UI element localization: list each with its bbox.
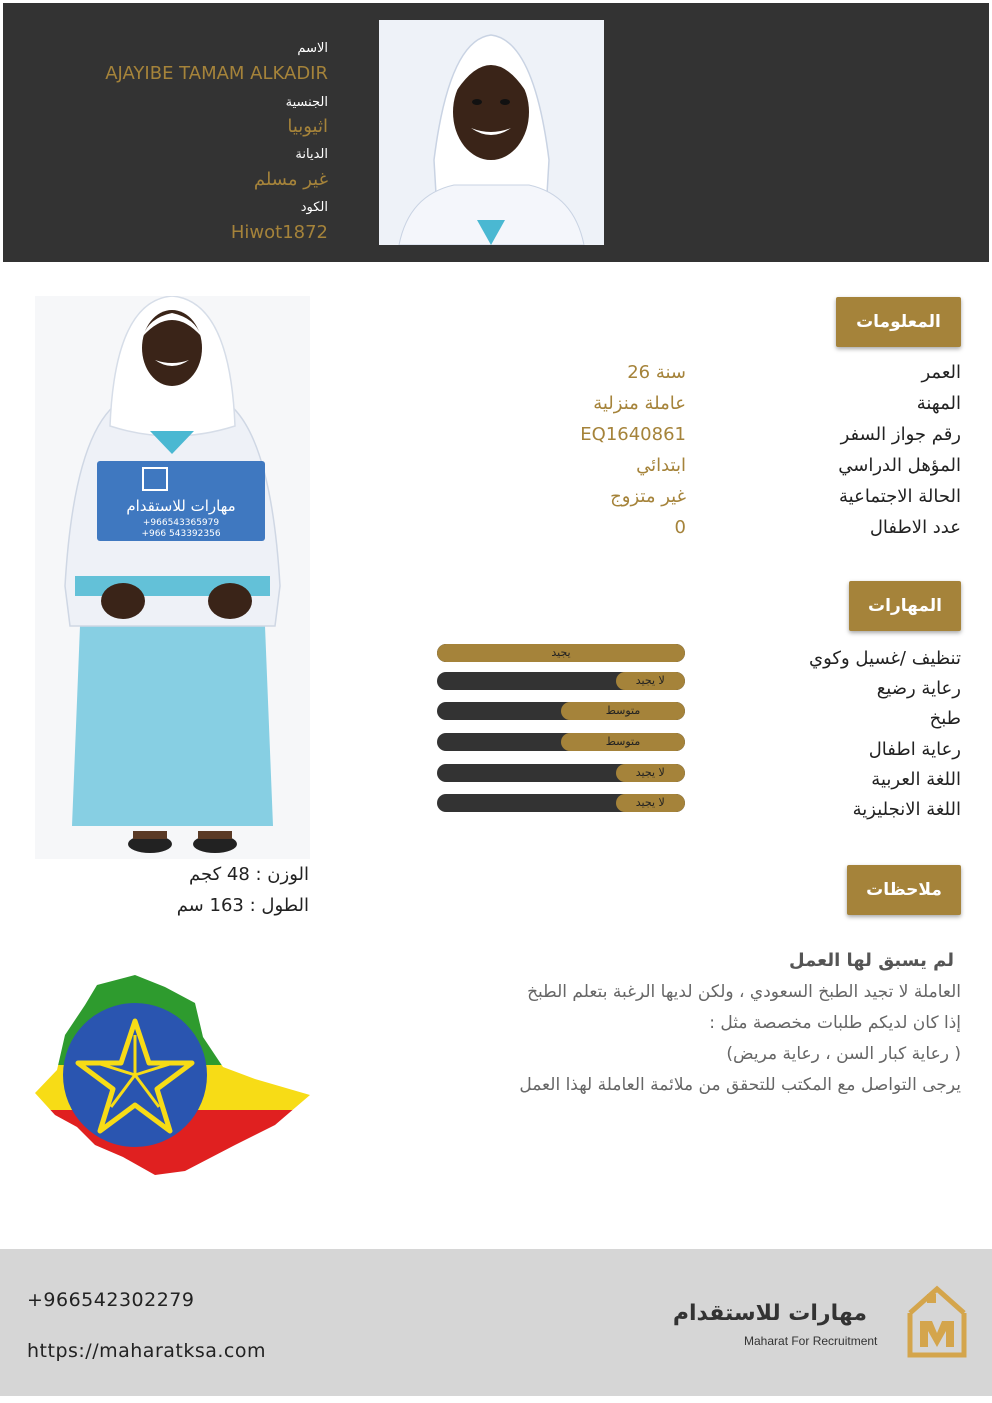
full-body-illustration: [35, 296, 310, 859]
logo-arabic-text: مهارات للاستقدام: [672, 1301, 867, 1326]
skill-level-arabic: لا يجيد: [616, 764, 685, 782]
education-value: ابتدائي: [636, 455, 686, 476]
poster-brand: مهارات للاستقدام: [126, 497, 236, 515]
footer-phone[interactable]: +966542302279: [27, 1289, 195, 1311]
notes-line-4: يرجى التواصل مع المكتب للتحقق من ملائمة العاملة لهذا العمل: [519, 1075, 961, 1095]
notes-section-title: ملاحظات: [847, 865, 961, 915]
skill-label-cooking: طبخ: [929, 708, 961, 729]
skill-label-child-care: رعاية اطفال: [868, 739, 961, 760]
worker-name: AJAYIBE TAMAM ALKADIR: [105, 63, 328, 84]
skill-level-infant-care: لا يجيد: [616, 672, 685, 690]
code-label: الكود: [300, 200, 328, 215]
logo-english-text: Maharat For Recruitment: [744, 1334, 878, 1348]
code-value: Hiwot1872: [230, 222, 328, 243]
poster-phone-1: +966543365979: [142, 518, 220, 528]
skill-level-child-care: متوسط: [561, 733, 685, 751]
skill-bar-arabic: [437, 764, 685, 782]
poster-phone-2: +966 543392356: [141, 529, 221, 539]
info-section-title: المعلومات: [836, 297, 961, 347]
skill-bar-child-care: [437, 733, 685, 751]
skill-label-english: اللغة الانجليزية: [852, 799, 961, 820]
passport-value: EQ1640861: [580, 424, 686, 445]
education-label: المؤهل الدراسي: [838, 455, 961, 476]
skill-bar-english: [437, 794, 685, 812]
full-body-photo: [35, 296, 310, 859]
skill-label-cleaning: تنظيف /غسيل وكوي: [809, 648, 961, 669]
flag-map-illustration: [35, 975, 310, 1175]
footer-website-link[interactable]: https://maharatksa.com: [27, 1340, 267, 1362]
skill-level-cooking: متوسط: [561, 702, 685, 720]
notes-heading: لم يسبق لها العمل: [789, 950, 954, 971]
notes-line-3: ( رعاية كبار السن ، رعاية مريض): [726, 1044, 961, 1064]
nationality-value: اثيوبيا: [287, 116, 328, 137]
headshot-photo: [379, 20, 604, 245]
logo-house-icon: [906, 1285, 968, 1359]
footer: [0, 1249, 992, 1396]
children-value: 0: [674, 517, 686, 538]
skills-section-title: المهارات: [849, 581, 961, 631]
company-logo: [672, 1285, 972, 1365]
skill-bar-cleaning: [437, 644, 685, 662]
passport-label: رقم جواز السفر: [840, 424, 961, 445]
age-label: العمر: [921, 362, 961, 383]
skill-label-infant-care: رعاية رضيع: [876, 678, 961, 699]
children-label: عدد الاطفال: [869, 517, 961, 538]
height-text: الطول : 163 سم: [176, 895, 309, 916]
skill-bar-infant-care: [437, 672, 685, 690]
skill-bar-cooking: [437, 702, 685, 720]
marital-status-value: غير متزوج: [610, 486, 686, 507]
name-label: الاسم: [297, 41, 328, 56]
headshot-illustration: [379, 20, 604, 245]
age-value: 26 سنة: [627, 362, 686, 383]
notes-line-2: إذا كان لديكم طلبات مخصصة مثل :: [709, 1013, 961, 1033]
marital-status-label: الحالة الاجتماعية: [839, 486, 961, 507]
skill-level-cleaning: يجيد: [437, 644, 685, 662]
religion-label: الديانة: [295, 147, 328, 162]
nationality-label: الجنسية: [285, 95, 328, 110]
profession-label: المهنة: [916, 393, 961, 414]
skill-level-english: لا يجيد: [616, 794, 685, 812]
skill-label-arabic: اللغة العربية: [871, 769, 961, 790]
notes-line-1: العاملة لا تجيد الطبخ السعودي ، ولكن لديها الرغبة بتعلم الطبخ: [527, 982, 961, 1002]
religion-value: غير مسلم: [253, 169, 328, 190]
profession-value: عاملة منزلية: [593, 393, 686, 414]
ethiopia-flag-map: [35, 975, 310, 1175]
weight-text: الوزن : 48 كجم: [189, 864, 309, 885]
